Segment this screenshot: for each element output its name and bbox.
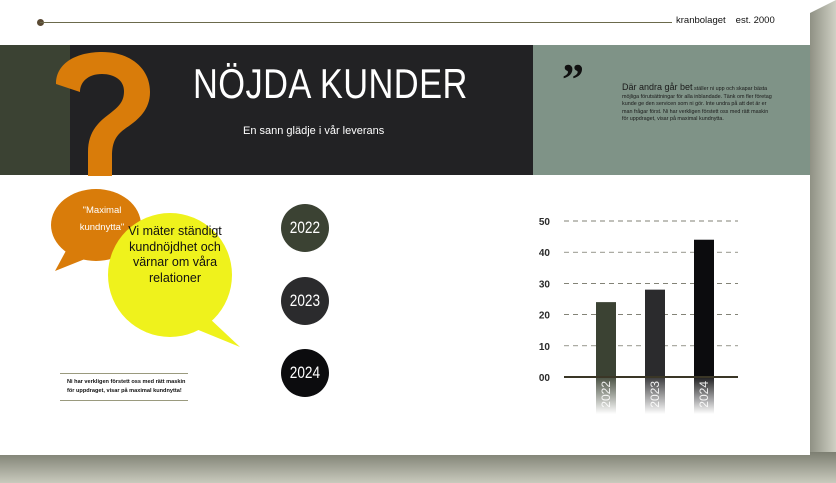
testimonial-body: ställer ni upp och skapar bästa möjliga förutsättningar för alla inblandade. Tänk om fler företag kunde ge den servicen som ni gör. Inte undra på att det är er man frågar först. Ni har verkligen förstett oss med rätt maskin för uppdraget, visar på maximal kundnytta. xyxy=(622,86,772,123)
y-tick-label: 40 xyxy=(538,248,550,260)
page-subtitle: En sann glädje i vår leverans xyxy=(243,125,385,137)
brand-label xyxy=(676,15,785,26)
y-tick-label: 30 xyxy=(538,279,550,291)
y-tick-label: 20 xyxy=(538,310,550,322)
bar-2022 xyxy=(596,302,616,377)
bar-chart xyxy=(528,205,758,420)
year-badge-2023 xyxy=(281,277,329,325)
brand-est: est. 2000 xyxy=(735,15,775,26)
y-tick-label: 10 xyxy=(538,341,550,353)
x-tick-label: 2023 xyxy=(648,381,662,408)
quote-icon: ” xyxy=(562,55,584,104)
bar-2023 xyxy=(645,290,665,377)
header-rule xyxy=(40,22,672,23)
speech-bubble-yellow-text: Vi mäter ständigt kundnöjdhet och värnar om våra relationer xyxy=(128,224,222,285)
year-badge-label: 2024 xyxy=(289,363,321,382)
bar-2024 xyxy=(694,240,714,377)
question-mark-icon xyxy=(42,44,162,179)
year-badge-2024 xyxy=(281,349,329,397)
year-badge-label: 2023 xyxy=(289,291,321,310)
y-tick-label: 50 xyxy=(538,217,550,228)
note-rule-top xyxy=(60,373,188,374)
x-tick-label: 2022 xyxy=(599,381,613,408)
speech-bubble-orange-text: "Maximal kundnytta" xyxy=(79,205,125,233)
page-title: NÖJDA KUNDER xyxy=(193,60,468,107)
page-shadow-right xyxy=(808,0,836,483)
year-badge-2022 xyxy=(281,204,329,252)
testimonial-lead: Där andra går bet xyxy=(622,82,693,92)
testimonial-text xyxy=(622,83,774,124)
page-shadow-bottom xyxy=(0,452,836,483)
note-rule-bottom xyxy=(60,400,188,401)
note-text: Ni har verkligen förstett oss med rätt maskin för uppdraget, visar på maximal kundnytta! xyxy=(67,379,186,395)
brand-name: kranbolaget xyxy=(676,15,726,26)
x-tick-label: 2024 xyxy=(697,381,711,408)
y-tick-label: 00 xyxy=(538,373,550,384)
year-badge-label: 2022 xyxy=(289,218,321,237)
